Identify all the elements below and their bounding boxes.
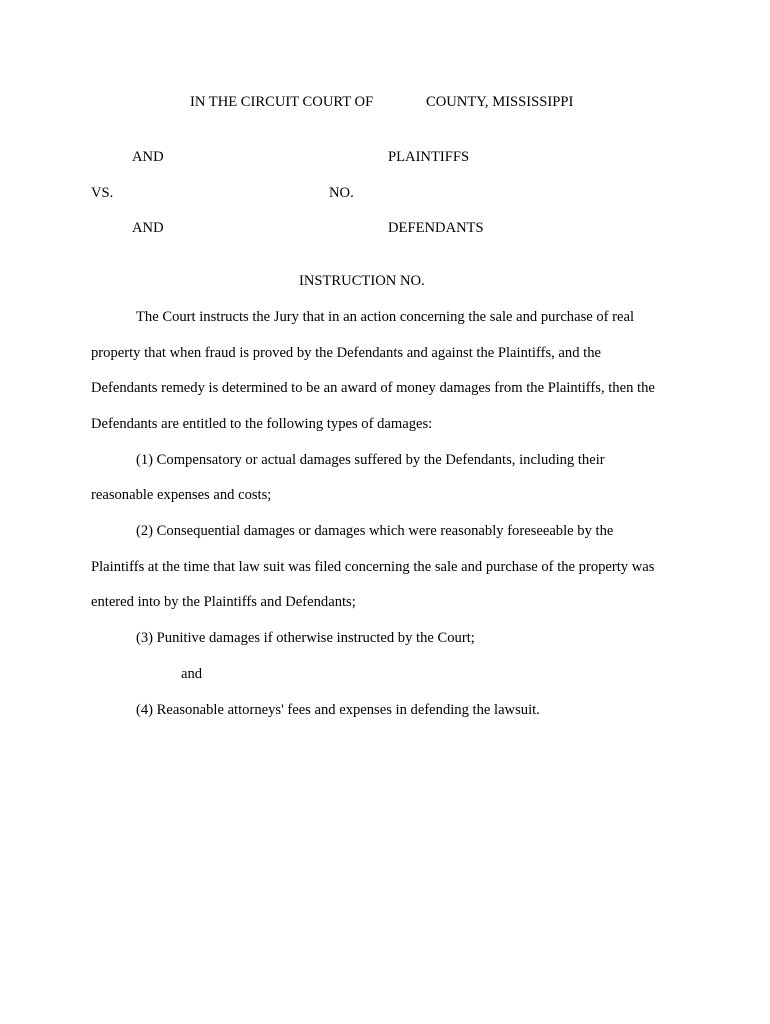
item-2-line-3: entered into by the Plaintiffs and Defendants; xyxy=(91,594,356,610)
intro-line-3: Defendants remedy is determined to be an award of money damages from the Plaintiffs, then the xyxy=(91,380,655,396)
item-1-line-2: reasonable expenses and costs; xyxy=(91,487,272,503)
intro-line-1: The Court instructs the Jury that in an action concerning the sale and purchase of real xyxy=(136,309,635,325)
intro-line-4: Defendants are entitled to the following types of damages: xyxy=(91,416,433,432)
item-2-line-1: (2) Consequential damages or damages which were reasonably foreseeable by the xyxy=(136,523,614,539)
plaintiffs-label: PLAINTIFFS xyxy=(388,149,470,165)
instruction-title: INSTRUCTION NO. xyxy=(299,273,425,289)
intro-line-2: property that when fraud is proved by the Defendants and against the Plaintiffs, and the xyxy=(91,345,601,361)
item-2-line-2: Plaintiffs at the time that law suit was filed concerning the sale and purchase of the property was xyxy=(91,559,655,575)
defendant-and: AND xyxy=(132,220,164,236)
item-1-line-1: (1) Compensatory or actual damages suffered by the Defendants, including their xyxy=(136,452,605,468)
case-number-label: NO. xyxy=(329,185,354,201)
county-state: COUNTY, MISSISSIPPI xyxy=(426,94,574,110)
item-4: (4) Reasonable attorneys' fees and expenses in defending the lawsuit. xyxy=(136,702,540,718)
item-3: (3) Punitive damages if otherwise instructed by the Court; xyxy=(136,630,475,646)
versus-label: VS. xyxy=(91,185,114,201)
court-name-prefix: IN THE CIRCUIT COURT OF xyxy=(190,94,374,110)
defendants-label: DEFENDANTS xyxy=(388,220,484,236)
conjunction-and: and xyxy=(181,666,203,682)
plaintiff-and: AND xyxy=(132,149,164,165)
